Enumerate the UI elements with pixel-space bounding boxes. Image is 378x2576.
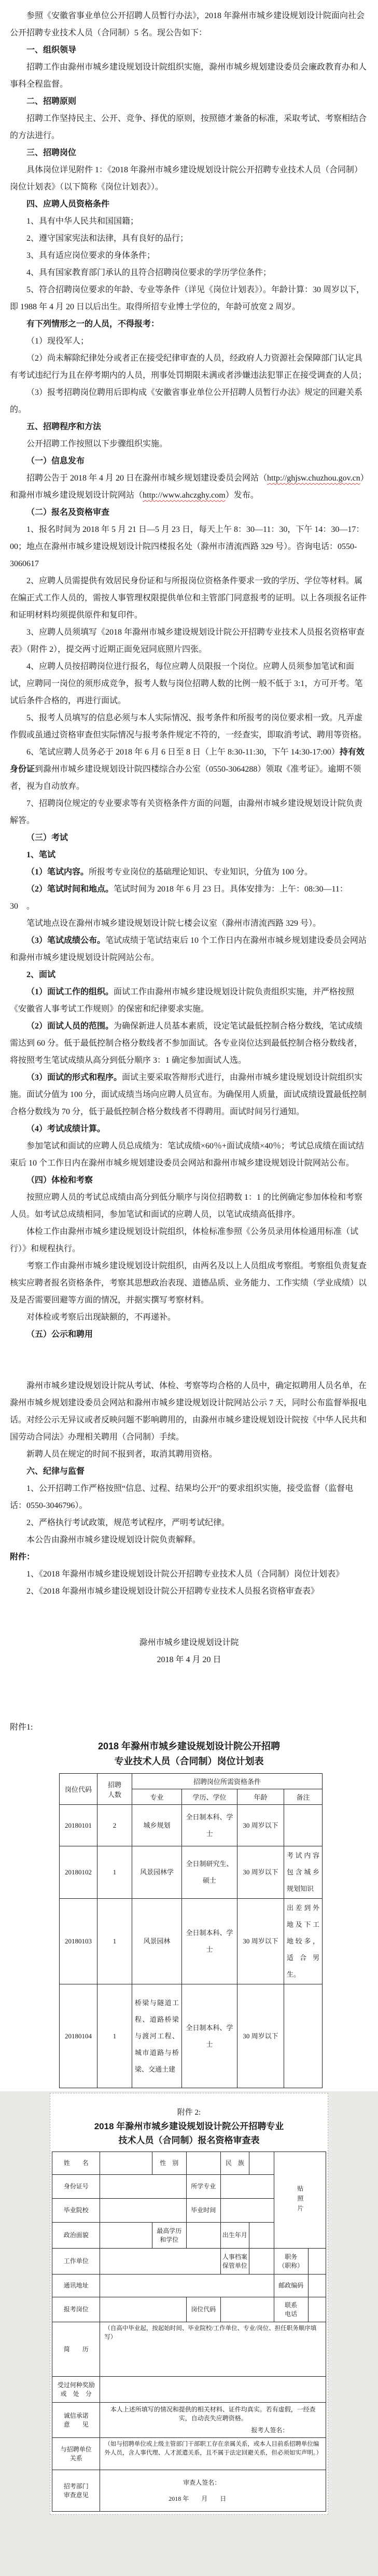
blank-line (10, 1600, 368, 1617)
label-review: 招考部门 审查意见 (52, 2470, 100, 2512)
cell-count: 1 (97, 1899, 132, 1984)
label-archive-unit: 人事档案保管单位 (220, 2249, 249, 2274)
paragraph: 1、《2018 年滁州市城乡建设规划设计院公开招聘专业技术人员（合同制）岗位计划表》 (26, 1570, 344, 1579)
form-row-address (52, 2274, 326, 2297)
review-date: 2018 年 月 日 (169, 2495, 227, 2502)
label-ethnicity: 民 族 (220, 2152, 249, 2175)
label-duty: 职务 （职称） (274, 2249, 308, 2274)
header-qualification: 招聘岗位所需资格条件 (132, 1774, 323, 1789)
cell-age: 30 周岁以下 (237, 1899, 284, 1984)
paragraph: 6、笔试应聘人员务必于 2018 年 6 月 6 日至 8 日（上午 8:30-11:30，下午 14:30-17:00）持有效身份证到滁州市城乡建设规划设计院四楼综合办公室（0550-3064288）领取《准考证》。逾期不领者，视为自动放弃。 (10, 748, 365, 791)
table-row (60, 1899, 323, 1984)
header-age: 年龄 (237, 1789, 284, 1805)
cell-code: 20180101 (60, 1805, 97, 1846)
paragraph: 3、具有适应岗位要求的身体条件； (26, 251, 156, 260)
attachment2-title (52, 2119, 326, 2147)
field-resume: （自高中毕业起，按起始时间、毕业院校/工作单位、专业/岗位、担任职务顺序填写） (100, 2322, 326, 2377)
promise-text: 本人上述所填写的情况和提供的相关材料、证件均真实。若有虚假，一经查实，自动丧失应聘资格。 (110, 2406, 316, 2422)
blank-line (10, 1360, 368, 1377)
paragraph: 招聘工作坚持民主、公开、竞争、择优的原则，按照德才兼备的标准，采取考试、考察相结合的方法进行。 (10, 114, 367, 140)
paragraph: 2、《2018 年滁州市城乡建设规划设计院公开招聘专业技术人员报名资格审查表》 (26, 1587, 319, 1596)
field-duty (308, 2249, 326, 2274)
paragraph: 滁州市城乡建设规划设计院从考试、体检、考察等均合格的人员中，确定拟聘用人员名单，在滁州市城乡规划建设委员会网站和滁州市城乡建设规划设计院网站公示 7 天，同时公布监督举报电话。对经公示无异议或者反映问题不影响聘用的，由滁州市城乡建设规划设计院按《中华人民共和国劳动合同法》办理相关聘用（合同制）手续。 (10, 1381, 367, 1442)
paragraph: 5、符合招聘岗位要求的年龄、专业等条件（详见《岗位计划表》）。年龄计算：30 周岁以下，即 1988 年 4 月 20 日以后出生。取得所招专业博士学位的，年龄可放宽 2 周岁。 (10, 285, 365, 311)
field-post-code (220, 2297, 274, 2322)
paragraph: 参照《安徽省事业单位公开招聘人员暂行办法》，2018 年滁州市城乡建设规划设计院面向社会公开招聘专业技术人员（合同制）5 名。现公告如下： (10, 11, 365, 37)
form-row-work-unit (52, 2249, 326, 2274)
paragraph: 4、具有国家教育部门承认的且符合招聘岗位要求的学历学位条件； (26, 268, 272, 277)
application-form-table (52, 2152, 326, 2512)
paragraph: 参加笔试和面试的应聘人员总成绩为：笔试成绩×60％+面试成绩×40％；考试总成绩在面试结束后 10 个工作日内在滁州市城乡规划建设委员会网站和滁州市城乡建设规划设计院网站公布。 (10, 1142, 365, 1168)
label-gender: 性 别 (152, 2152, 186, 2175)
cell-major: 桥梁与隧道工程、道路桥梁与渡河工程、城市道路与桥梁、交通土建 (132, 1984, 182, 2088)
paragraph: 2、应聘人员需提供有效居民身份证和与所报岗位资格条件要求一致的学历、学位等材料。属在编正式工作人员的，需按人事管理权限提供单位和主管部门同意报考的证明。以上各项报名证件和证明材料均须提供原件和复印件。 (10, 577, 367, 620)
header-degree: 学历、学位 (182, 1789, 237, 1805)
cell-major: 风景园林学 (132, 1846, 182, 1899)
section-heading: 五、招聘程序和方法 (26, 422, 102, 431)
applicant-sign-label: 报考人签名： (251, 2427, 289, 2434)
paragraph: 1、公开招聘工作严格按照“信息、过程、结果均公开”的要求组织实施，接受监督（监督电话：0550-3046796）。 (10, 1484, 354, 1510)
signoff-line: 滁州市城乡建设规划设计院 (139, 1638, 239, 1647)
paragraph: 公开招聘工作按照以下步骤组织实施。 (26, 440, 168, 448)
field-archive-unit (249, 2249, 274, 2274)
attachment1-label: 附件1: (10, 1723, 33, 1732)
section-heading: （二）报名及资格审查 (26, 508, 110, 517)
cell-note: 考试内容包含城乡规划知识 (284, 1846, 323, 1899)
label-relation: 与招聘单位 关系 (52, 2438, 100, 2470)
paragraph: 4、应聘人员按招聘岗位进行报名，每位应聘人员限报一个岗位。应聘人员须参加笔试和面试，应聘同一岗位的须形成竞争，报考人数与岗位招聘人数的比例一般不低于 3:1，方可开考。笔试后条件合格的，再进行面试。 (10, 662, 363, 705)
paragraph: 5、报考人员填写的信息必须与本人实际情况、报考条件和所报考的岗位要求相一致。凡弄虚作假或虽通过资格审查但实际情况与报考条件规定不符的，一经查实，即取消考试、聘用等资格。 (10, 714, 367, 739)
paragraph: 具体岗位详见附件 1：《2018 年滁州市城乡建设规划设计院公开招聘专业技术人员（合同制）岗位计划表》（以下简称《岗位计划表》）。 (10, 166, 363, 191)
cell-note (284, 1984, 323, 2088)
paragraph: （1）笔试内容。所报考专业岗位的基础理论知识、专业知识，分值为 100 分。 (26, 868, 313, 876)
label-work-unit: 工作单位 (52, 2249, 100, 2274)
field-school (100, 2199, 186, 2223)
header-recruit-count: 招聘 人数 (97, 1774, 132, 1805)
section-heading: 四、应聘人员资格条件 (26, 200, 110, 209)
header-major: 专业 (132, 1789, 182, 1805)
header-note: 备注 (284, 1789, 323, 1805)
label-birth: 出生年月 (220, 2223, 249, 2249)
paragraph: （3）笔试成绩公布。笔试成绩于笔试结束后 10 个工作日内在滁州市城乡规划建设委员会网站和滁州市城乡建设规划设计院网站公布。 (10, 936, 367, 962)
table-header-row (60, 1774, 323, 1789)
form-row-relation (52, 2438, 326, 2470)
form-row-name (52, 2152, 326, 2175)
photo-box (274, 2152, 326, 2249)
section-heading: （三）考试 (26, 833, 68, 842)
field-ethnicity (249, 2152, 274, 2175)
paragraph: （2）尚未解除纪律处分或者正在接受纪律审查的人员，经政府人力资源社会保障部门认定具有考试违纪行为且在停考期内的人员，刑事处罚期限未满或者涉嫌违法犯罪正在接受调查的人员； (10, 354, 367, 380)
field-birth (249, 2223, 274, 2249)
form-row-resume (52, 2322, 326, 2377)
label-school: 毕业院校 (52, 2199, 100, 2223)
vertical-gap (10, 1668, 368, 1718)
cell-count: 1 (97, 1984, 132, 2088)
field-grad-time (220, 2199, 274, 2223)
attachment1-title (10, 1739, 368, 1769)
attachment2-zone (0, 2091, 378, 2544)
header-position-code: 岗位代码 (60, 1774, 97, 1805)
cell-count: 2 (97, 1805, 132, 1846)
field-political (100, 2223, 152, 2249)
field-postcode (308, 2274, 326, 2297)
label-resume: 简 历 (52, 2322, 100, 2377)
section-heading: 附件： (10, 1553, 35, 1561)
url-text: http://www.ahczghy.com (143, 491, 226, 500)
cell-age: 30 周岁以下 (237, 1805, 284, 1846)
blank-line (10, 1343, 368, 1360)
paragraph: 1、具有中华人民共和国国籍； (26, 217, 139, 226)
label-apply-post: 报考岗位 (52, 2297, 100, 2322)
attachment1-title-line2: 专业技术人员（合同制）岗位计划表 (114, 1756, 264, 1766)
attachment2-label: 附件 2: (177, 2108, 201, 2117)
form-row-apply-post (52, 2297, 326, 2322)
table-row (60, 1805, 323, 1846)
announcement-body (10, 7, 368, 1718)
label-post-code: 岗位代码 (186, 2297, 220, 2322)
form-row-promise (52, 2403, 326, 2438)
paragraph: （1）面试工作的组织。面试工作由滁州市城乡建设规划设计院负责组织实施，并严格按照《安徽省人事考试工作规则》的保密和纪律要求实施。 (10, 988, 355, 1013)
label-award: 受过何种奖励 或 处 分 (52, 2377, 100, 2403)
attachment2-title-line2: 技术人员（合同制）报名资格审查表 (118, 2135, 260, 2145)
section-heading: （一）信息发布 (26, 457, 85, 465)
paragraph: 考察工作由滁州市城乡建设规划设计院组织，由两名及以上人员组成考察组。考察组负责复查核实应聘者报名资格条件，考察其思想政治表现、道德品质、业务能力、工作实绩（学业成绩）以及是否需要回避等方面的情况，并据实撰写考察材料。 (10, 1262, 367, 1305)
cell-count: 1 (97, 1846, 132, 1899)
label-promise: 诚信承诺 意 见 (52, 2403, 100, 2438)
paragraph: （3）面试的形式和程序。面试主要采取答辩形式进行，由滁州市城乡建设规划设计院组织实施。面试分值为 100 分，面试成绩当场向应聘人员宣布。为确保用人质量，面试成绩设置最低控制合格分数线为 70 分，低于最低控制合格分数线者不得聘用。面试时间另行通知。 (10, 1073, 367, 1116)
paragraph: 对体检或考察后出现缺额的，不再递补。 (26, 1313, 176, 1322)
paragraph: （2）笔试时间和地点。笔试时间为 2018 年 6 月 23 日。具体安排为：上午：08:30—11：30 。 (10, 885, 348, 911)
section-heading: （五）公示和聘用 (26, 1330, 93, 1339)
cell-degree: 全日制本科、学士 (182, 1805, 237, 1846)
url-text: http://ghjsw.chuzhou.gov.cn (267, 474, 360, 483)
paragraph: 7、招聘岗位规定的专业要求等有关资格条件方面的问题，由滁州市城乡建设规划设计院负责解答。 (10, 799, 363, 825)
field-name (100, 2152, 152, 2175)
paragraph: 2、严格执行考试政策，规范考试程序，严明考试纪律。 (26, 1518, 230, 1527)
paragraph: 体检工作由滁州市城乡建设规划设计院组织，体检标准参照《公务员录用体检通用标准（试行）》和规程执行。 (10, 1227, 359, 1253)
label-id-number: 身份证号 (52, 2175, 100, 2199)
cell-note: 出差到外地及下工地较多，适合男生。 (284, 1899, 323, 1984)
cell-age: 30 周岁以下 (237, 1846, 284, 1899)
paragraph: 招聘公告于 2018 年 4 月 20 日在滁州市城乡规划建设委员会网站（http://ghjsw.chuzhou.gov.cn）和滁州市城乡建设规划设计院网站（http://www.ahczghy.com）发布。 (10, 474, 365, 500)
paragraph: 本公告由滁州市城乡建设规划设计院负责解释。 (26, 1536, 201, 1544)
paragraph: 新聘人员在规定的时间不报到者，取消其聘用资格。 (26, 1450, 218, 1459)
field-promise (100, 2403, 326, 2438)
field-id-number (100, 2175, 186, 2199)
label-political: 政治面貌 (52, 2223, 100, 2249)
label-postcode: 邮政编码 (274, 2274, 308, 2297)
attachment2-title-line1: 2018 年滁州市城乡建设规划设计院公开招聘专业 (94, 2121, 284, 2131)
cell-degree: 全日制本科、学士 (182, 1899, 237, 1984)
form-row-review (52, 2470, 326, 2512)
paragraph: （1）现役军人； (26, 337, 89, 346)
table-row (60, 1984, 323, 2088)
paragraph: 1、报名时间为 2018 年 5 月 21 日—5 月 23 日，每天上午 8：30—11：30，下午 14：30—17：00；地点在滁州市城乡建设规划设计院四楼报名处（滁州市清流西路 329 号）。咨询电话：0550-3060617 (10, 525, 365, 568)
field-phone (308, 2297, 326, 2322)
reviewer-sign-label: 审查人签名： (183, 2478, 221, 2486)
field-major (220, 2175, 274, 2199)
cell-code: 20180102 (60, 1846, 97, 1899)
section-heading: （四）体检和考察 (26, 1176, 93, 1185)
attachment1-section (10, 1719, 368, 2088)
paragraph: 2、遵守国家宪法和法律，具有良好的品行； (26, 234, 189, 243)
cell-major: 风景园林 (132, 1899, 182, 1984)
field-address (100, 2274, 274, 2297)
table-row (60, 1846, 323, 1899)
paragraph: 3、应聘人员须填写《2018 年滁州市城乡建设规划设计院公开招聘专业技术人员报名资格审查表》（附件 2），提交两寸近期正面免冠同底照片四张。 (10, 628, 365, 654)
paragraph: （3）报考招聘岗位聘用后即构成《安徽省事业单位公开招聘人员暂行办法》规定的回避关系的。 (10, 388, 363, 414)
section-heading: 2、面试 (26, 970, 56, 979)
cell-note (284, 1805, 323, 1846)
paragraph: 招聘工作由滁州市城乡建设规划设计院组织实施，滁州市城乡规划建设委员会廉政教育办和人事科全程监督。 (10, 63, 367, 89)
position-plan-table (59, 1773, 323, 2088)
attachment1-title-line1: 2018 年滁州市城乡建设规划设计院公开招聘 (97, 1741, 281, 1751)
form-row-award (52, 2377, 326, 2403)
section-heading: 二、招聘原则 (26, 97, 77, 106)
label-grad-time: 毕业时间 (186, 2199, 220, 2223)
cell-degree: 全日制研究生、硕士 (182, 1846, 237, 1899)
cell-code: 20180103 (60, 1899, 97, 1984)
field-gender (186, 2152, 220, 2175)
section-heading: 三、招聘岗位 (26, 148, 77, 157)
field-award (100, 2377, 326, 2403)
field-highest-degree (186, 2223, 220, 2249)
field-relation: （如与招聘单位或上级主管部门干部职工存在亲属关系，或本人目前系招聘单位编外人员，含人事代理、人才派遣关系，且不属于法定回避关系，但必须如实声明。） (100, 2438, 326, 2470)
photo-box-label: 贴照片 (296, 2185, 304, 2215)
cell-age: 30 周岁以下 (237, 1984, 284, 2088)
section-heading: 六、纪律与监督 (26, 1467, 85, 1476)
label-highest-degree: 最高学历和学位 (152, 2223, 186, 2249)
section-heading: 1、笔试 (26, 851, 56, 859)
label-major: 所学专业 (186, 2175, 220, 2199)
label-phone: 联系 电话 (274, 2297, 308, 2322)
label-address: 通讯地址 (52, 2274, 100, 2297)
field-apply-post (100, 2297, 186, 2322)
label-name: 姓 名 (52, 2152, 100, 2175)
cell-degree: 全日制本科、学士 (182, 1984, 237, 2088)
section-heading: 有下列情形之一的人员，不得报考： (26, 320, 160, 328)
field-work-unit (100, 2249, 220, 2274)
attachment2-page (50, 2093, 328, 2515)
paragraph: （2）面试人员的范围。为确保新进人员基本素质，设定笔试最低控制合格分数线，笔试成绩需达到 60 分。低于最低控制合格分数线者不参加面试。各专业岗位达到最低控制合格分数线者，将按照考生笔试成绩从高分到低分顺序 3：1 确定参加面试人选。 (10, 1022, 363, 1065)
signoff-line: 2018 年 4 月 20 日 (157, 1655, 221, 1664)
paragraph: 按照应聘人员的考试总成绩由高分到低分顺序与岗位招聘数 1：1 的比例确定参加体检和考察人员。如考试总成绩相同，参加笔试和面试的应聘人员，以笔试成绩高低排序。 (10, 1193, 363, 1219)
section-heading: （4）考试成绩计算。 (26, 1125, 106, 1133)
field-review (100, 2470, 326, 2512)
cell-major: 城乡规划 (132, 1805, 182, 1846)
cell-code: 20180104 (60, 1984, 97, 2088)
section-heading: 一、组织领导 (26, 46, 77, 54)
blank-line (10, 1617, 368, 1634)
paragraph: 笔试地点设在滁州市城乡建设规划设计院七楼会议室（滁州市清流西路 329 号）。 (26, 919, 321, 928)
